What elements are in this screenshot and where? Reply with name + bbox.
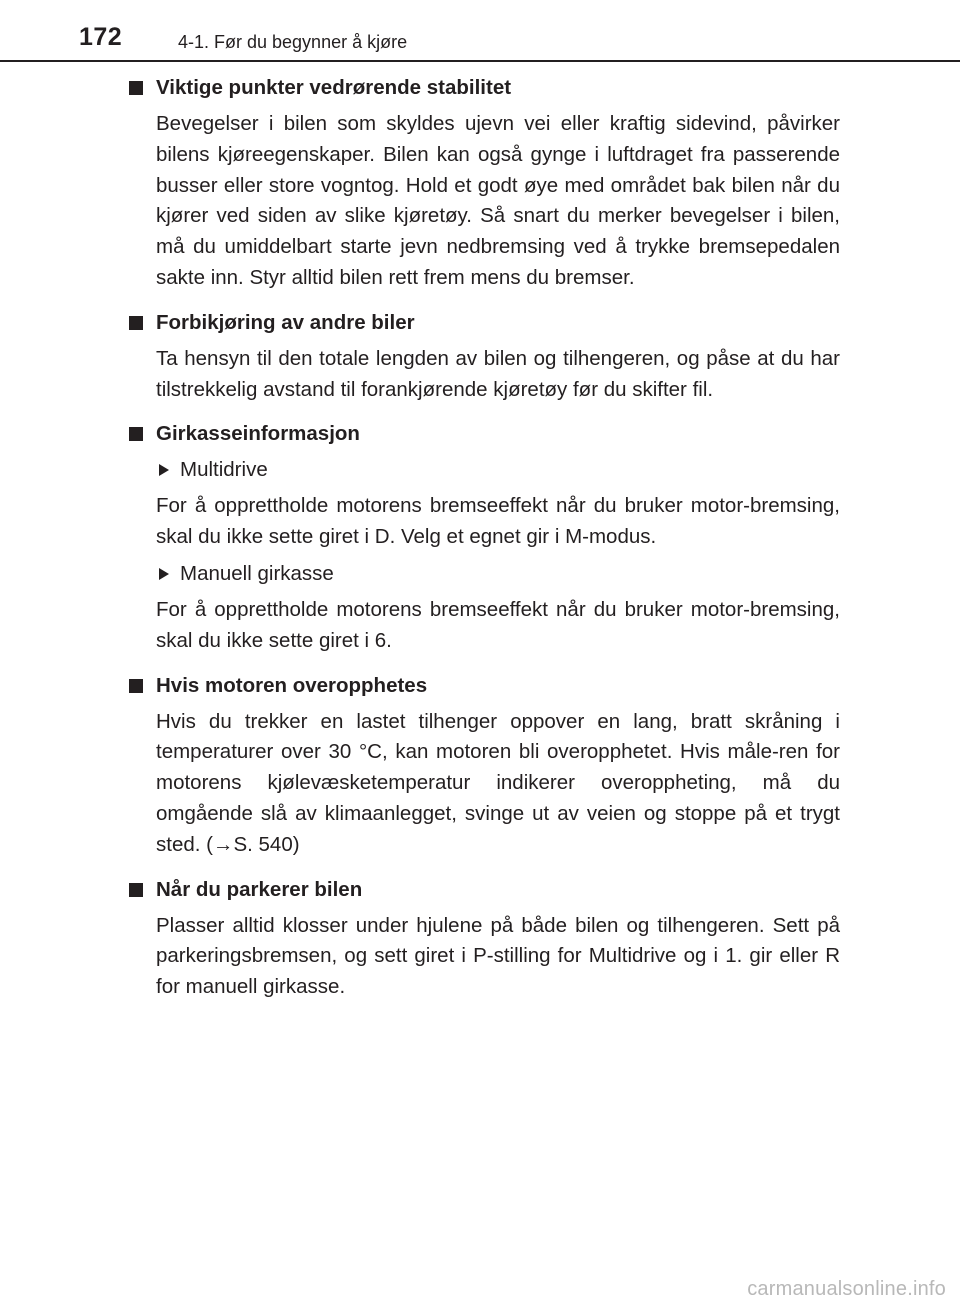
square-bullet-icon: [129, 427, 143, 441]
sub-item-label: Multidrive: [180, 458, 268, 482]
section-paragraph: For å opprettholde motorens bremseeffekt når du bruker motor-bremsing, skal du ikke sette giret i 6.: [156, 597, 840, 652]
sub-item-manual: [156, 559, 840, 589]
section-overheating: [126, 671, 840, 861]
square-bullet-icon: [129, 81, 143, 95]
section-heading-text: Viktige punkter vedrørende stabilitet: [156, 76, 512, 99]
section-transmission: [126, 419, 840, 656]
triangle-bullet-icon: [159, 568, 169, 580]
square-bullet-icon: [129, 679, 143, 693]
section-overtaking: [126, 308, 840, 406]
section-heading: [126, 308, 840, 338]
page-content: [126, 73, 840, 1009]
header-divider: [0, 60, 960, 62]
section-paragraph: Hvis du trekker en lastet tilhenger oppover en lang, bratt skråning i temperaturer over 30 °C, kan motoren bli overopphetet. Hvis måle-ren for motorens kjølevæsketemperatur indikerer overoppheting, må du omgående slå av klimaanlegget, svinge ut av veien og stoppe på et trygt sted. (→S. 540): [156, 709, 840, 856]
section-paragraph: Ta hensyn til den totale lengden av bilen og tilhengeren, og påse at du har tilstrekkelig avstand til forankjørende kjøretøy før du skifter fil.: [156, 346, 840, 401]
square-bullet-icon: [129, 316, 143, 330]
page-header: [0, 0, 960, 62]
section-heading: [126, 419, 840, 449]
section-heading-text: Girkasseinformasjon: [156, 422, 360, 446]
square-bullet-icon: [129, 883, 143, 897]
watermark: carmanualsonline.info: [747, 1278, 946, 1300]
sub-item-multidrive: [156, 455, 840, 485]
section-paragraph: Bevegelser i bilen som skyldes ujevn vei eller kraftig sidevind, påvirker bilens kjøreegenskaper. Bilen kan også gynge i luftdraget fra passerende busser eller store vogntog. Hold et godt øye med området bak bilen når du kjører ved siden av slike kjøretøy. Så snart du merker bevegelser i bilen, må du umiddelbart starte jevn nedbremsing ved å trykke bremsepedalen sakte inn. Styr alltid bilen rett frem mens du bremser.: [156, 112, 840, 289]
chapter-title: 4-1. Før du begynner å kjøre: [178, 32, 408, 52]
section-parking: [126, 875, 840, 1003]
section-heading-text: Forbikjøring av andre biler: [156, 310, 415, 334]
sub-item-label: Manuell girkasse: [180, 561, 334, 585]
section-stability: [126, 73, 840, 294]
page-number: 172: [79, 23, 123, 51]
section-heading: [126, 671, 840, 701]
section-heading: [126, 73, 840, 103]
section-heading: [126, 875, 840, 905]
triangle-bullet-icon: [159, 464, 169, 476]
section-heading-text: Hvis motoren overopphetes: [156, 673, 428, 697]
section-paragraph: Plasser alltid klosser under hjulene på både bilen og tilhengeren. Sett på parkeringsbremsen, og sett giret i P-stilling for Multidrive og i 1. gir eller R for manuell girkasse.: [156, 913, 840, 999]
section-heading-text: Når du parkerer bilen: [156, 877, 363, 901]
section-paragraph: For å opprettholde motorens bremseeffekt når du bruker motor-bremsing, skal du ikke sette giret i D. Velg et egnet gir i M-modus.: [156, 494, 840, 549]
